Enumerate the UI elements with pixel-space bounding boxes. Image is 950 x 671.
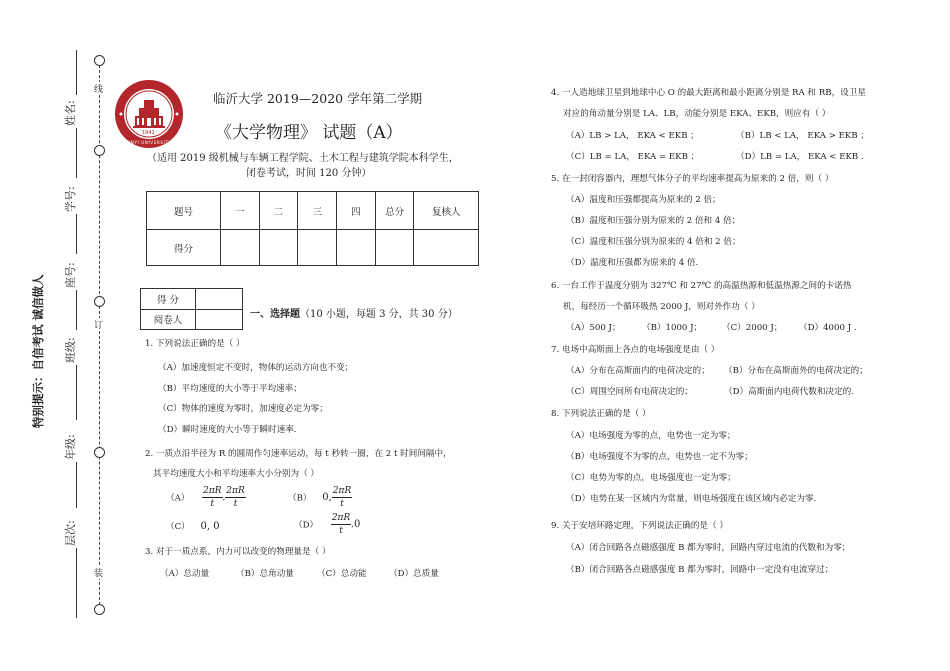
q2-fraction xyxy=(202,485,222,510)
binding-mark-ding: 订 xyxy=(94,318,103,331)
q4-option: （A）LB > LA， EKA < EKB ； xyxy=(566,131,699,141)
grader-score-cell[interactable] xyxy=(196,289,243,310)
q2-zero: 0, xyxy=(322,492,332,503)
q1-option: （B）平均速度的大小等于平均速率； xyxy=(158,384,302,394)
score-table-header: 一 xyxy=(220,192,259,230)
binding-fill-line xyxy=(76,128,77,178)
q6-option: （D）4000 J . xyxy=(799,323,857,333)
fraction-denominator: t xyxy=(339,526,343,536)
fraction-numerator: 2πR xyxy=(226,486,245,496)
binding-hole xyxy=(94,447,105,458)
q5-stem: 5. 在一封闭容器内，理想气体分子的平均速率提高为原来的 2 倍，则（ ） xyxy=(551,174,834,184)
q2-option-d xyxy=(294,512,360,537)
q6-stem-cont: 机，每经历一个循环吸热 2000 J，则对外作功（ ） xyxy=(563,302,760,312)
q2-option-b xyxy=(288,485,352,510)
q1-option: （A）加速度恒定不变时，物体的运动方向也不变； xyxy=(158,363,354,373)
q2-option-a xyxy=(166,485,246,510)
score-cell[interactable] xyxy=(375,230,414,266)
exam-title: 《大学物理》 试题（A） xyxy=(215,123,403,143)
q8-stem: 8. 下列说法正确的是（ ） xyxy=(551,409,651,419)
binding-fill-line xyxy=(76,462,77,508)
binding-hole xyxy=(94,145,105,156)
integrity-notice: 特别提示：自信考试 诚信做人 xyxy=(31,274,45,428)
q7-option: （A）分布在高斯面内的电荷决定的； xyxy=(566,366,710,376)
q5-option: （C）温度和压强分别为原来的 4 倍和 2 倍； xyxy=(566,237,741,247)
score-table-header: 总分 xyxy=(375,192,414,230)
grader-name-cell[interactable] xyxy=(196,309,243,330)
q6-option: （B）1000 J； xyxy=(642,323,703,333)
section-title-main: 一、选择题 xyxy=(250,309,300,320)
q3-stem: 3. 对于一质点系，内力可以改变的物理量是（ ） xyxy=(145,547,331,557)
binding-hole xyxy=(94,55,105,66)
grade-label: 年级: xyxy=(64,434,77,460)
binding-mark-xian: 线 xyxy=(94,82,103,95)
binding-fill-line xyxy=(76,214,77,254)
q9-option: （B）闭合回路各点磁感强度 B 都为零时，回路中一定没有电流穿过； xyxy=(566,565,834,575)
section-title xyxy=(250,305,458,320)
score-cell[interactable] xyxy=(337,230,376,266)
fraction-numerator: 2πR xyxy=(332,486,352,496)
section-title-note: （10 小题，每题 3 分，共 30 分） xyxy=(300,309,458,320)
score-table xyxy=(146,191,479,266)
fraction-denominator: t xyxy=(233,499,238,509)
grader-score-label: 得 分 xyxy=(141,289,196,310)
university-term: 临沂大学 2019—2020 学年第二学期 xyxy=(213,91,423,106)
q2-stem: 2. 一质点沿半径为 R 的圆周作匀速率运动，每 t 秒转一圈，在 2 t 时间间隔中， xyxy=(145,449,452,459)
q2-stem-cont: 其平均速度大小和平均速率大小分别为（ ） xyxy=(153,469,320,479)
score-cell[interactable] xyxy=(220,230,259,266)
grader-name-label: 阅卷人 xyxy=(141,309,196,330)
scope-line-1: （适用 2019 级机械与车辆工程学院、土木工程与建筑学院本科学生， xyxy=(147,153,459,164)
q4-stem: 4. 一人造地球卫星到地球中心 O 的最大距离和最小距离分别是 RA 和 RB，设卫星 xyxy=(551,88,866,98)
q2-fraction xyxy=(332,485,352,510)
q6-option: （A）500 J； xyxy=(566,323,621,333)
q5-option: （D）温度和压强都为原来的 4 倍. xyxy=(566,258,699,268)
q2-fraction xyxy=(222,485,245,510)
fraction-numerator: 2πR xyxy=(203,486,222,496)
score-table-header: 三 xyxy=(298,192,337,230)
name-label: 姓名: xyxy=(64,100,77,126)
student-id-label: 学号: xyxy=(64,186,77,212)
q2-option-b-label: （B） xyxy=(288,493,312,504)
score-table-header: 复核人 xyxy=(414,192,479,230)
score-cell[interactable] xyxy=(259,230,298,266)
score-cell[interactable] xyxy=(298,230,337,266)
q8-option: （D）电势在某一区域内为常量，则电场强度在该区域内必定为零. xyxy=(566,494,817,504)
q1-option: （D）瞬时速度的大小等于瞬时速率. xyxy=(158,425,297,435)
class-label: 班级: xyxy=(64,337,77,363)
q3-option: （B）总角动量 xyxy=(236,569,294,579)
university-seal xyxy=(113,78,185,150)
q2-option-d-label: （D） xyxy=(294,520,319,531)
q2-fraction xyxy=(331,512,351,537)
q3-option: （D）总质量 xyxy=(389,569,439,579)
seat-label: 座号: xyxy=(64,262,77,288)
binding-fill-line xyxy=(76,50,77,95)
q5-option: （B）温度和压强分别为原来的 2 倍和 4 倍； xyxy=(566,216,741,226)
q4-option: （C）LB = LA， EKA = EKB ； xyxy=(566,152,700,162)
q4-option: （D）LB = LA， EKA < EKB . xyxy=(736,152,864,162)
q2-option-a-label: （A） xyxy=(166,493,190,504)
q1-stem: 1. 下列说法正确的是（ ） xyxy=(145,339,245,349)
score-table-header: 二 xyxy=(259,192,298,230)
binding-mark-zhuang: 装 xyxy=(94,566,103,579)
score-table-header: 四 xyxy=(337,192,376,230)
seal-year: 1941 xyxy=(142,130,155,136)
binding-fill-line xyxy=(76,365,77,420)
q1-option: （C）物体的速度为零时，加速度必定为零； xyxy=(158,404,328,414)
level-label: 层次: xyxy=(64,520,77,546)
q8-option: （B）电场强度不为零的点，电势也一定不为零； xyxy=(566,452,753,462)
binding-hole xyxy=(94,296,105,307)
q4-option: （B）LB < LA， EKA > EKB ； xyxy=(736,131,869,141)
fraction-numerator: 2πR xyxy=(331,513,351,523)
q8-option: （C）电势为零的点，电场强度也一定为零； xyxy=(566,473,736,483)
q5-option: （A）温度和压强都提高为原来的 2 倍； xyxy=(566,195,721,205)
fraction-denominator: t xyxy=(210,499,215,509)
q7-option: （D）高斯面内电荷代数和决定的. xyxy=(724,387,854,397)
q4-stem-cont: 对应的角动量分别是 LA、LB，动能分别是 EKA、EKB，则应有（ ） xyxy=(563,109,831,119)
binding-hole xyxy=(94,604,105,615)
seal-icon xyxy=(113,78,185,150)
q2-zero-d: 0 xyxy=(353,519,361,530)
q7-stem: 7. 电场中高斯面上各点的电场强度是由（ ） xyxy=(551,345,720,355)
q2-option-c-value: 0, 0 xyxy=(200,521,220,532)
binding-dashed-line xyxy=(99,55,100,615)
q3-option: （C）总动能 xyxy=(317,569,367,579)
q6-option: （C）2000 J； xyxy=(722,323,783,333)
scope-line-2: 闭卷考试，时间 120 分钟） xyxy=(246,168,372,179)
score-row-label: 得分 xyxy=(147,230,221,266)
q7-option: （C）周围空间所有电荷决定的； xyxy=(566,387,693,397)
q2-option-c-label: （C） xyxy=(166,522,190,532)
q7-option: （B）分布在高斯面外的电荷决定的； xyxy=(724,366,868,376)
q9-stem: 9. 关于安培环路定理，下列说法正确的是（ ） xyxy=(551,521,728,531)
seal-ring-text: LINYI UNIVERSITY xyxy=(126,141,172,146)
q2-comma: , xyxy=(351,519,354,530)
q8-option: （A）电场强度为零的点，电势也一定为零； xyxy=(566,431,736,441)
score-table-header: 题号 xyxy=(147,192,221,230)
q6-stem: 6. 一台工作于温度分别为 327℃ 和 27℃ 的高温热源和低温热源之间的卡诺热 xyxy=(551,281,852,291)
binding-fill-line xyxy=(76,548,77,618)
score-cell[interactable] xyxy=(414,230,479,266)
fraction-denominator: t xyxy=(340,499,344,509)
q3-option: （A）总动量 xyxy=(160,569,210,579)
q9-option: （A）闭合回路各点磁感强度 B 都为零时，回路内穿过电流的代数和为零； xyxy=(566,543,851,553)
q2-option-c xyxy=(166,520,220,532)
binding-fill-line xyxy=(76,290,77,330)
q2-comma: , xyxy=(222,492,226,503)
grader-box xyxy=(140,288,243,330)
